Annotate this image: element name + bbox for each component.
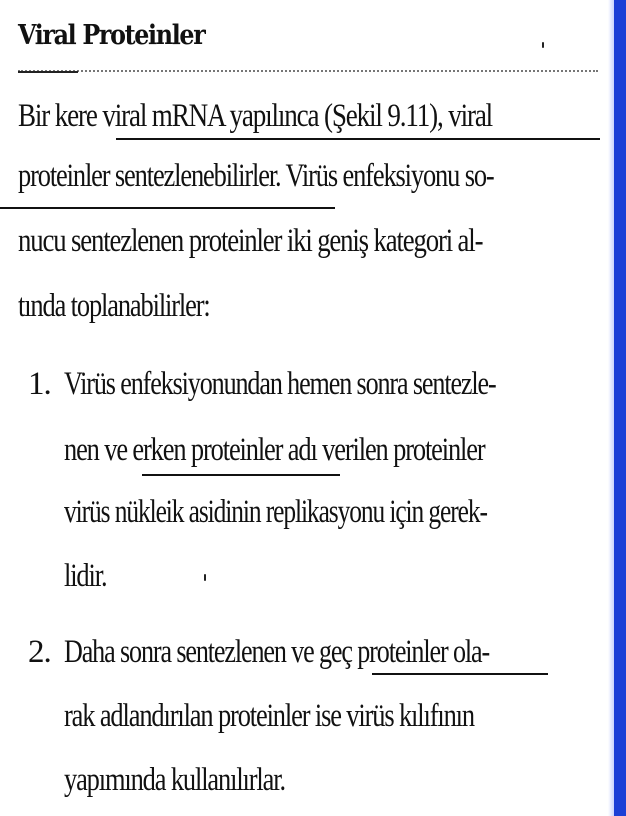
intro-line-3: nucu sentezlenen proteinler iki geniş kategori al- [18, 223, 483, 259]
list-item-1-line-3: virüs nükleik asidinin replikasyonu için gerek- [64, 494, 487, 530]
underline-erken-proteinler [142, 474, 340, 476]
list-item-1-line-2: nen ve erken proteinler adı verilen proteinler [64, 432, 485, 468]
scan-speck [542, 42, 544, 48]
underline-proteinler-sentezlenebilirler [0, 207, 335, 209]
section-title: Viral Proteinler [18, 20, 205, 51]
intro-line-2: proteinler sentezlenebilirler. Virüs enfeksiyonu so- [18, 158, 494, 194]
list-item-2-line-3: yapımında kullanılırlar. [64, 762, 285, 798]
list-item-1-line-4: lidir. [64, 558, 107, 594]
scan-speck [204, 574, 206, 581]
intro-line-4: tında toplanabilirler: [18, 288, 210, 324]
underline-viral-mrna [116, 138, 600, 140]
intro-line-1: Bir kere viral mRNA yapılınca (Şekil 9.11), viral [18, 98, 493, 134]
title-rule [18, 70, 598, 72]
list-item-1-number: 1. [28, 366, 51, 402]
list-item-1-line-1: Virüs enfeksiyonundan hemen sonra sentezle- [64, 366, 496, 402]
list-item-2-number: 2. [28, 634, 51, 670]
title-rule-accent [18, 71, 78, 73]
list-item-2-line-2: rak adlandırılan proteinler ise virüs kılıfının [64, 698, 474, 734]
list-item-2-line-1: Daha sonra sentezlenen ve geç proteinler ola- [64, 634, 490, 670]
underline-gec-proteinler [372, 673, 548, 675]
page-edge-bar [614, 0, 626, 816]
